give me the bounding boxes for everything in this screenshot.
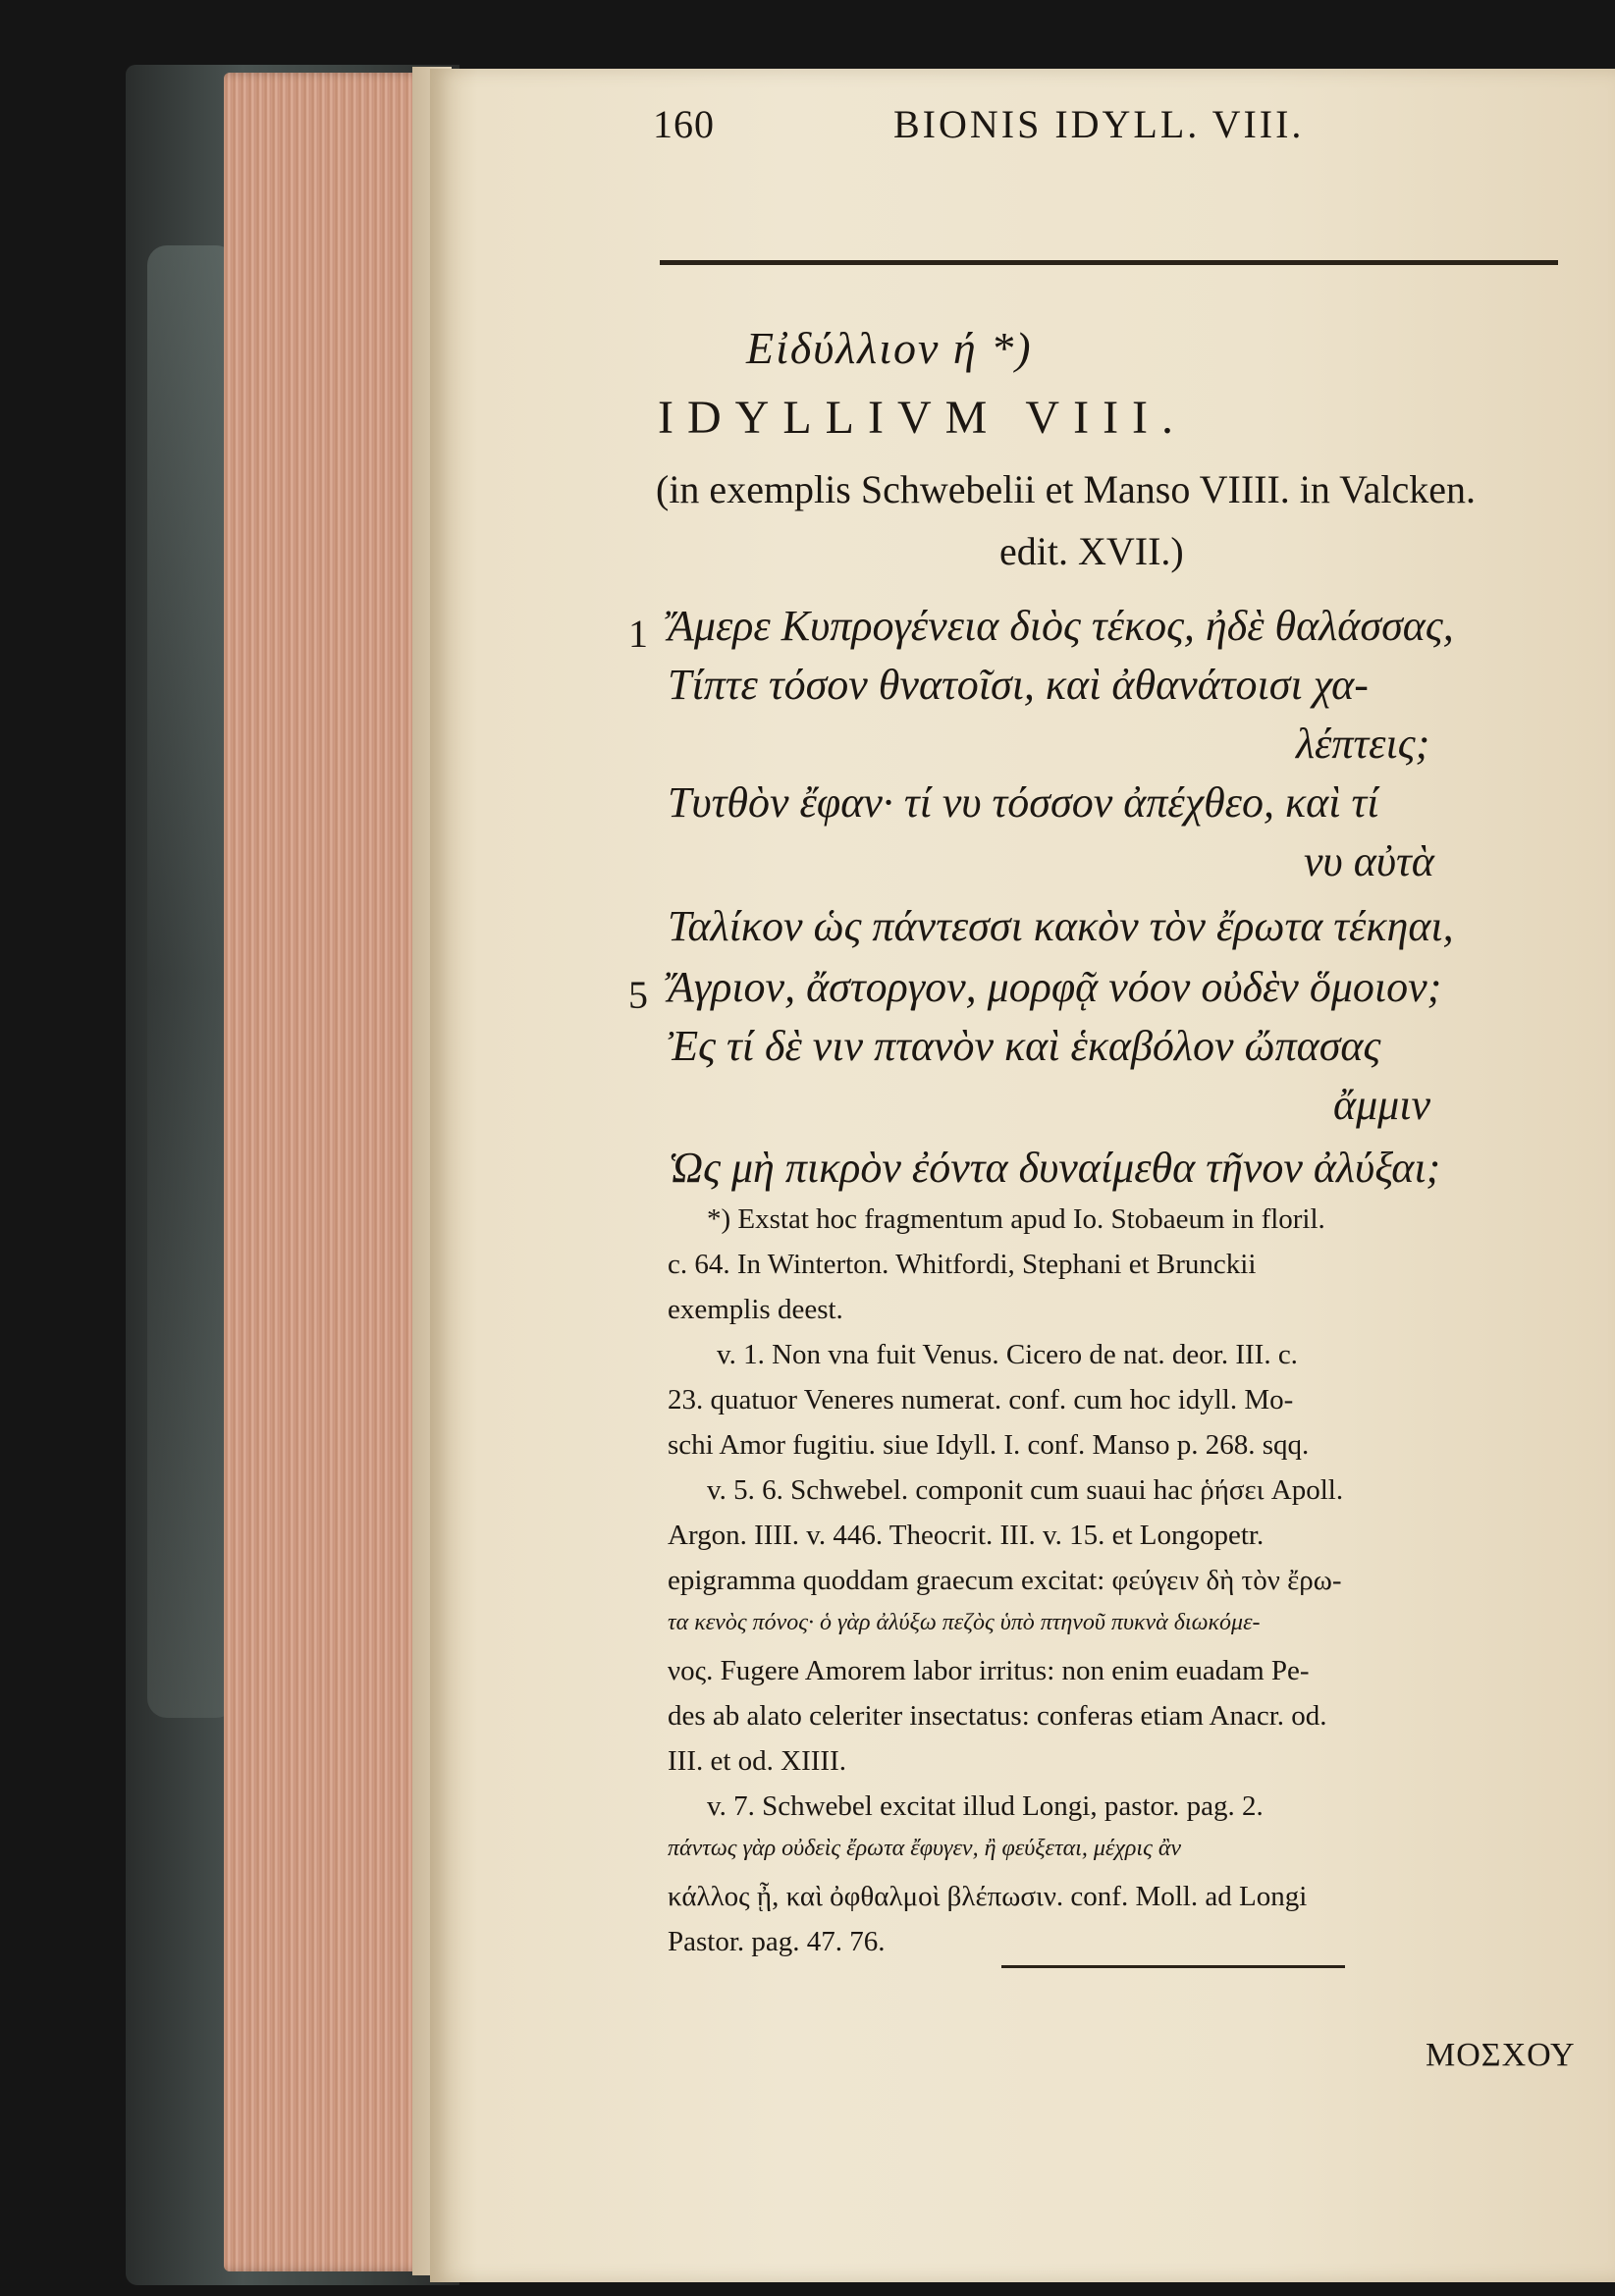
- note-line: c. 64. In Winterton. Whitfordi, Stephani et Brunckii: [668, 1249, 1257, 1280]
- greek-title: Εἰδύλλιον ή *): [746, 323, 1033, 373]
- note-line: des ab alato celeriter insectatus: conferas etiam Anacr. od.: [668, 1700, 1327, 1732]
- note-line: κάλλος ᾖ, καὶ ὀφθαλμοὶ βλέπωσιν. conf. Moll. ad Longi: [668, 1881, 1308, 1912]
- note-line: νος. Fugere Amorem labor irritus: non enim euadam Pe-: [668, 1655, 1310, 1686]
- verse-line: Τυτθὸν ἔφαν· τί νυ τόσσον ἀπέχθεο, καὶ τί: [668, 778, 1379, 827]
- cover-wear: [147, 245, 236, 1718]
- page-edges: [224, 73, 430, 2271]
- line-number-1: 1: [628, 612, 648, 656]
- catchword: ΜΟΣΧΟΥ: [1426, 2037, 1576, 2073]
- note-line: III. et od. XIIII.: [668, 1745, 846, 1777]
- subtitle-line-1: (in exemplis Schwebelii et Manso VIIII. in Valcken.: [656, 467, 1476, 511]
- note-line: exemplis deest.: [668, 1294, 843, 1325]
- note-line: v. 1. Non vna fuit Venus. Cicero de nat. deor. III. c.: [717, 1339, 1298, 1370]
- verse-line: Τίπτε τόσον θνατοῖσι, καὶ ἀθανάτοισι χα-: [668, 661, 1369, 709]
- note-line: 23. quatuor Veneres numerat. conf. cum hoc idyll. Mo-: [668, 1384, 1294, 1415]
- verse-line: Ὡς μὴ πικρὸν ἐόντα δυναίμεθα τῆνον ἀλύξαι;: [668, 1144, 1441, 1192]
- note-line: v. 5. 6. Schwebel. componit cum suaui hac ῥήσει Apoll.: [707, 1474, 1344, 1506]
- latin-title: IDYLLIVM VIII.: [658, 392, 1188, 444]
- note-line: schi Amor fugitiu. siue Idyll. I. conf. Manso p. 268. sqq.: [668, 1429, 1310, 1461]
- verse-line: Ἄγριον, ἄστοργον, μορφᾷ νόον οὐδὲν ὅμοιον;: [668, 963, 1442, 1011]
- verse-line: Ἄμερε Κυπρογένεια διὸς τέκος, ἠδὲ θαλάσσας,: [668, 602, 1454, 650]
- note-line: *) Exstat hoc fragmentum apud Io. Stobaeum in floril.: [707, 1203, 1325, 1235]
- verse-line: Ταλίκον ὡς πάντεσσι κακὸν τὸν ἔρωτα τέκηαι,: [668, 902, 1454, 950]
- verse-line: ἄμμιν: [1333, 1081, 1431, 1129]
- verse-line: Ἐς τί δὲ νιν πτανὸν καὶ ἑκαβόλον ὤπασας: [668, 1022, 1381, 1070]
- note-line: τα κενὸς πόνος· ὁ γὰρ ἀλύξω πεζὸς ὑπὸ πτηνοῦ πυκνὰ διωκόμε-: [668, 1610, 1261, 1635]
- note-line: πάντως γὰρ οὐδεὶς ἔρωτα ἔφυγεν, ἢ φεύξεται, μέχρις ἂν: [668, 1836, 1182, 1861]
- note-line: v. 7. Schwebel excitat illud Longi, pastor. pag. 2.: [707, 1790, 1264, 1822]
- subtitle-line-2: edit. XVII.): [999, 529, 1184, 573]
- note-line: epigramma quoddam graecum excitat: φεύγειν δὴ τὸν ἔρω-: [668, 1565, 1342, 1596]
- page-number: 160: [653, 102, 715, 146]
- verse-line: νυ αὐτὰ: [1304, 837, 1434, 885]
- note-line: Pastor. pag. 47. 76.: [668, 1926, 886, 1957]
- verse-line: λέπτεις;: [1296, 720, 1430, 768]
- line-number-5: 5: [628, 973, 648, 1017]
- end-rule: [1001, 1965, 1345, 1968]
- header-rule: [660, 260, 1558, 265]
- running-title: BIONIS IDYLL. VIII.: [893, 102, 1305, 146]
- note-line: Argon. IIII. v. 446. Theocrit. III. v. 15. et Longopetr.: [668, 1520, 1265, 1551]
